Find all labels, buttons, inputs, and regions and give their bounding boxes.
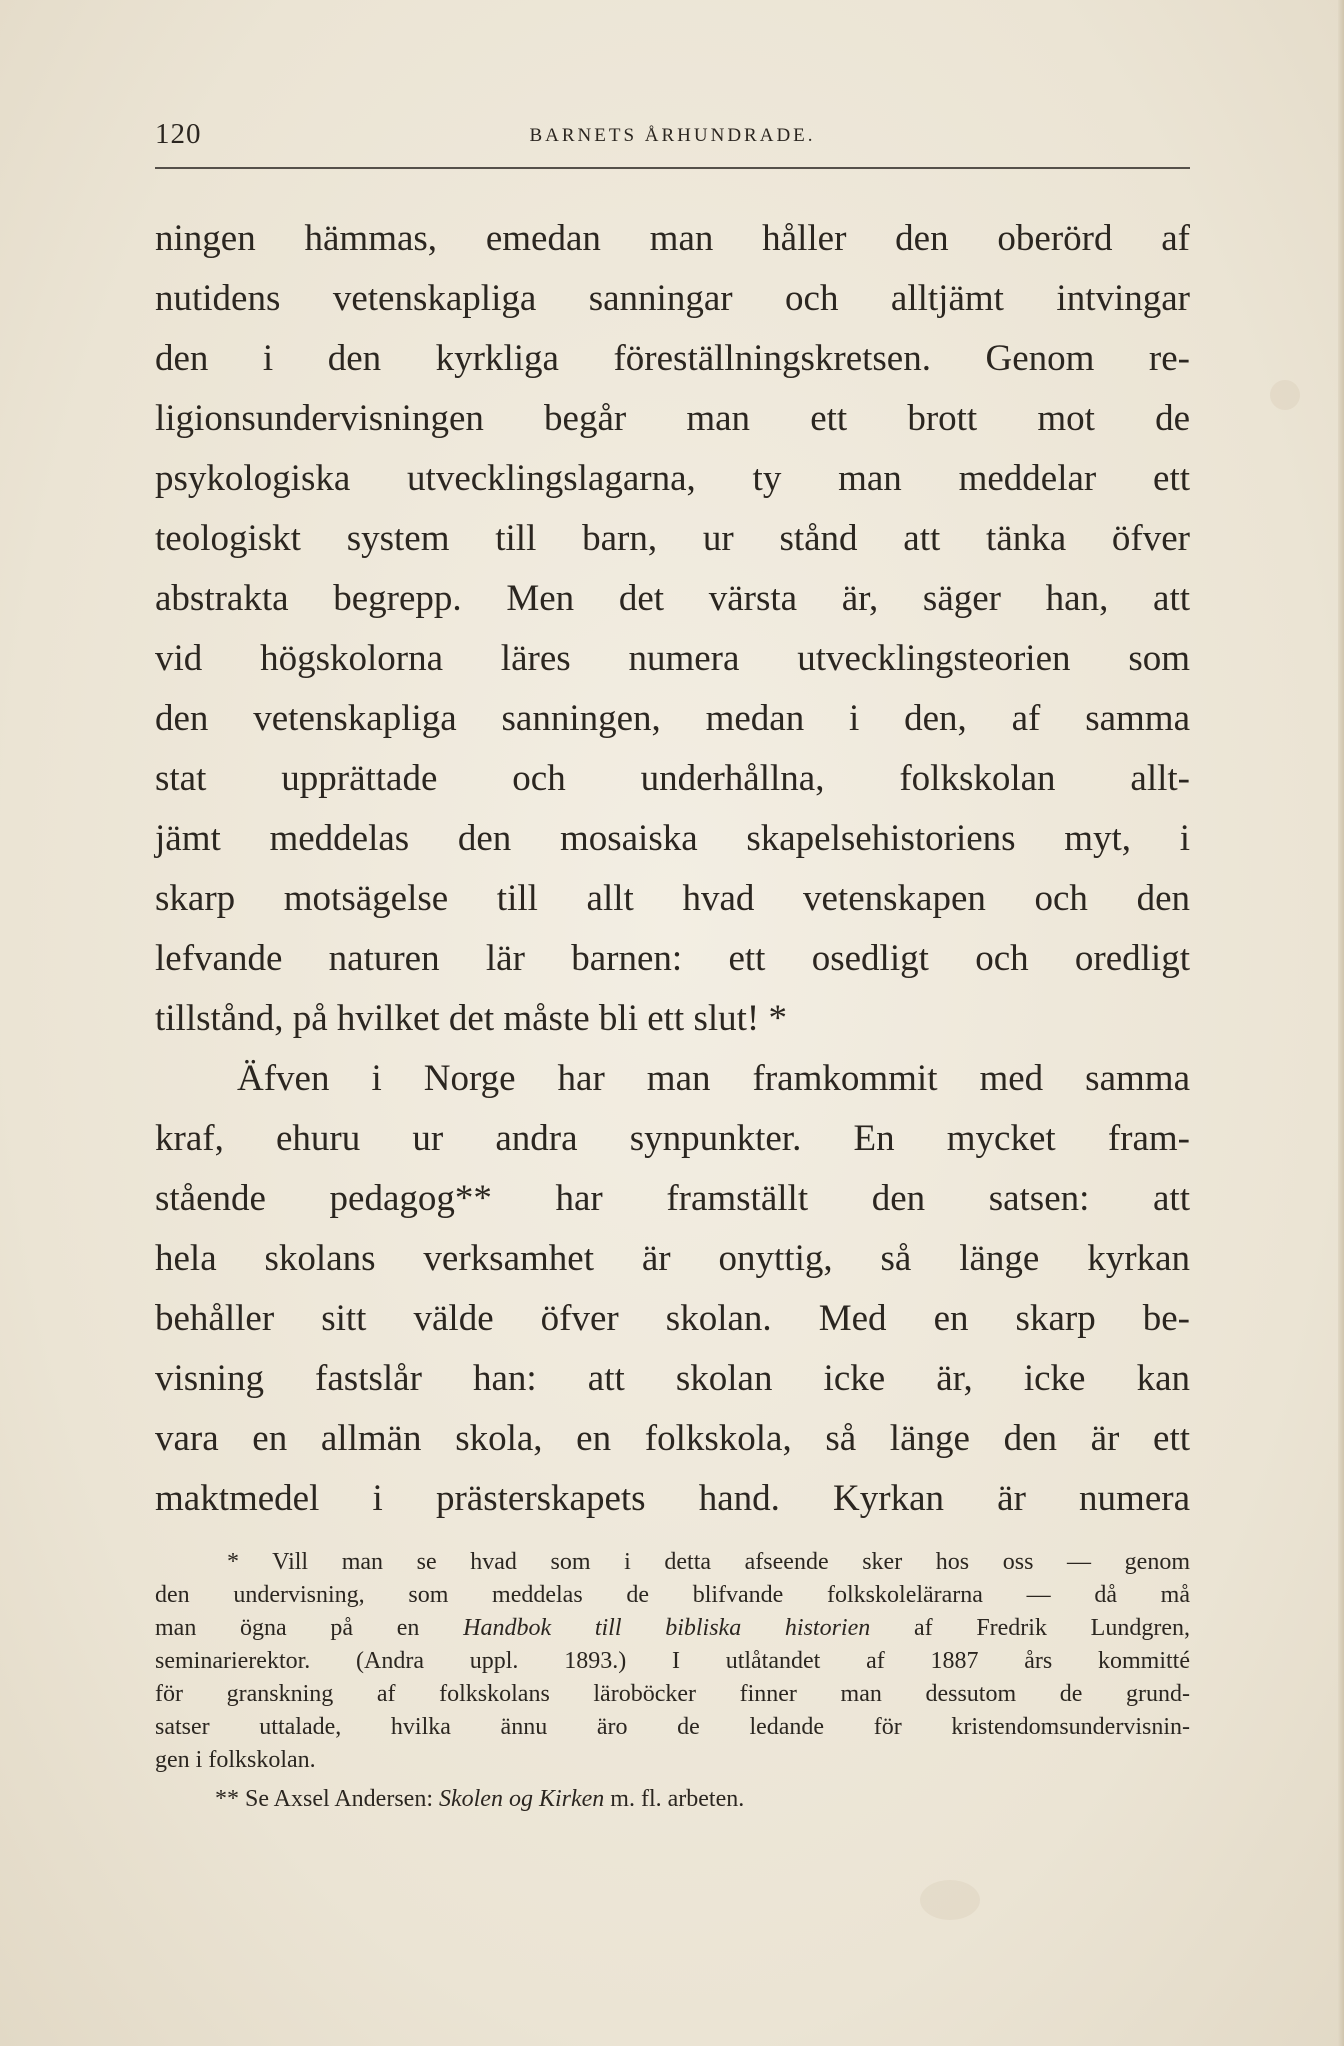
body-text bbox=[155, 209, 1190, 1529]
text-line: stat upprättade och underhållna, folkskolan allt- bbox=[155, 758, 1190, 799]
text-line: tillstånd, på hvilket det måste bli ett slut! * bbox=[155, 998, 787, 1039]
footnote-line bbox=[155, 1612, 1190, 1645]
text-line-indented: Äfven i Norge har man framkommit med samma bbox=[237, 1058, 1190, 1099]
footnote-line: satser uttalade, hvilka ännu äro de ledande för kristendomsundervisnin- bbox=[155, 1714, 1190, 1740]
paper-stain bbox=[1270, 380, 1300, 410]
text-line: hela skolans verksamhet är onyttig, så länge kyrkan bbox=[155, 1238, 1190, 1279]
text-line: ningen hämmas, emedan man håller den oberörd af bbox=[155, 218, 1190, 259]
paper-stain bbox=[920, 1880, 980, 1920]
text-line: nutidens vetenskapliga sanningar och alltjämt intvingar bbox=[155, 278, 1190, 319]
text-line: skarp motsägelse till allt hvad vetenskapen och den bbox=[155, 878, 1190, 919]
footnote-line: för granskning af folkskolans läroböcker finner man dessutom de grund- bbox=[155, 1681, 1190, 1707]
footnote-line: * Vill man se hvad som i detta afseende sker hos oss — genom bbox=[227, 1549, 1190, 1575]
footnote-book-title: Handbok till bibliska historien bbox=[463, 1615, 871, 1641]
footnote-line: gen i folkskolan. bbox=[155, 1747, 316, 1773]
text-line: abstrakta begrepp. Men det värsta är, säger han, att bbox=[155, 578, 1190, 619]
page-header bbox=[155, 118, 1190, 158]
header-rule bbox=[155, 167, 1190, 169]
text-line: visning fastslår han: att skolan icke är, icke kan bbox=[155, 1358, 1190, 1399]
text-line: den i den kyrkliga föreställningskretsen. Genom re- bbox=[155, 338, 1190, 379]
footnote-text: man ögna på en bbox=[155, 1615, 464, 1641]
footnote-text: m. fl. arbeten. bbox=[604, 1786, 745, 1812]
text-line: lefvande naturen lär barnen: ett osedligt och oredligt bbox=[155, 938, 1190, 979]
footnotes bbox=[155, 1546, 1190, 1816]
running-title: BARNETS ÅRHUNDRADE. bbox=[529, 125, 816, 146]
text-line: psykologiska utvecklingslagarna, ty man meddelar ett bbox=[155, 458, 1190, 499]
text-line: jämt meddelas den mosaiska skapelsehistoriens myt, i bbox=[155, 818, 1190, 859]
footnote-text: ** Se Axsel Andersen: bbox=[215, 1786, 439, 1812]
footnote-line bbox=[155, 1783, 1190, 1816]
text-line: ligionsundervisningen begår man ett brott mot de bbox=[155, 398, 1190, 439]
footnote-line: den undervisning, som meddelas de blifvande folkskolelärarna — då må bbox=[155, 1582, 1190, 1608]
footnote-line: seminarierektor. (Andra uppl. 1893.) I utlåtandet af 1887 års kommitté bbox=[155, 1648, 1190, 1674]
footnote-text: af Fredrik Lundgren, bbox=[870, 1615, 1190, 1641]
page-number: 120 bbox=[155, 118, 202, 150]
page-edge bbox=[1338, 0, 1344, 2046]
text-line: kraf, ehuru ur andra synpunkter. En mycket fram- bbox=[155, 1118, 1190, 1159]
text-line: vid högskolorna läres numera utvecklingsteorien som bbox=[155, 638, 1190, 679]
text-line: maktmedel i prästerskapets hand. Kyrkan är numera bbox=[155, 1478, 1190, 1519]
text-line: stående pedagog** har framställt den satsen: att bbox=[155, 1178, 1190, 1219]
text-line: teologiskt system till barn, ur stånd att tänka öfver bbox=[155, 518, 1190, 559]
text-line: behåller sitt välde öfver skolan. Med en skarp be- bbox=[155, 1298, 1190, 1339]
text-line: vara en allmän skola, en folkskola, så länge den är ett bbox=[155, 1418, 1190, 1459]
text-line: den vetenskapliga sanningen, medan i den, af samma bbox=[155, 698, 1190, 739]
footnote-book-title: Skolen og Kirken bbox=[438, 1786, 605, 1812]
